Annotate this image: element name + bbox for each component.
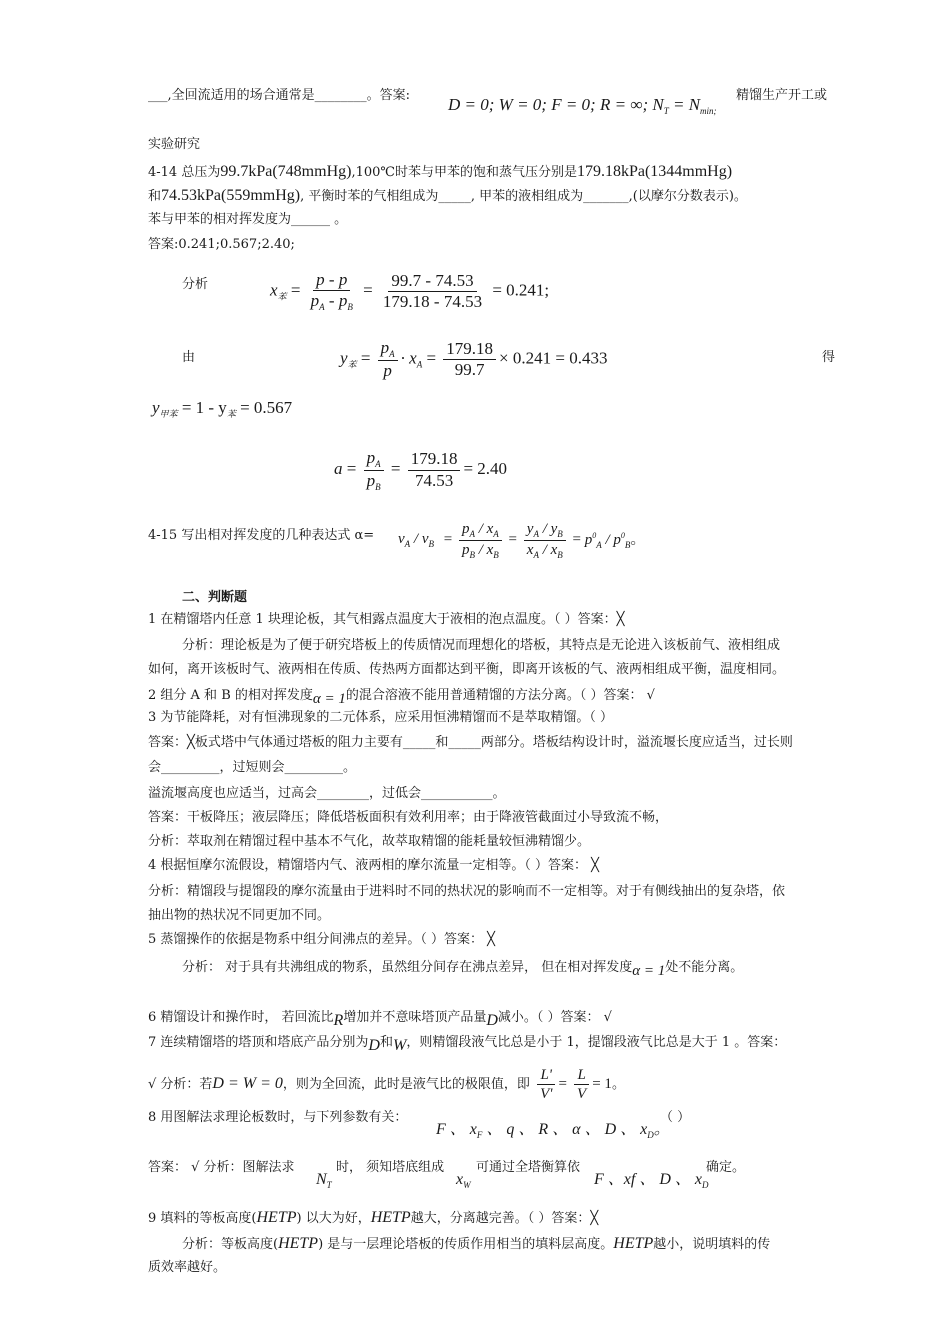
f-xf-symbols bbox=[594, 1168, 708, 1193]
frac5-num-text: p bbox=[366, 448, 376, 467]
l: L bbox=[574, 1066, 588, 1085]
formula-main: D = 0; W = 0; F = 0; R = ∞; N bbox=[448, 95, 664, 114]
q415-e3-num-text: y bbox=[526, 521, 534, 537]
vp: V' bbox=[540, 1086, 553, 1102]
item-7-a: 7 连续精馏塔的塔顶和塔底产品分别为 bbox=[148, 1035, 369, 1050]
q415-e1-mid: / v bbox=[410, 531, 429, 548]
y-tol-var: y bbox=[152, 398, 160, 417]
frac2-num: 99.7 - 74.53 bbox=[388, 271, 476, 292]
fraction-lv bbox=[574, 1066, 589, 1103]
q414-answer: 答案:0.241;0.567;2.40; bbox=[148, 237, 295, 252]
item-8-a: 8 用图解法求理论板数时，与下列参数有关： bbox=[148, 1110, 408, 1125]
fraction-5 bbox=[364, 448, 384, 493]
frac-result-1: = 0.241; bbox=[492, 280, 550, 300]
analysis-label: 分析 bbox=[182, 277, 209, 292]
item-8 bbox=[148, 1108, 407, 1128]
x-sub: 苯 bbox=[277, 291, 287, 302]
item-5-analysis-b: 处不能分离。 bbox=[665, 960, 744, 975]
item-1-analysis: 分析：理论板是为了便于研究塔板上的传质情况而理想化的塔板，其特点是无论进入该板前气、液相组成 bbox=[182, 638, 781, 653]
intro-text: ___,全回流适用的场合通常是________。答案: bbox=[148, 88, 411, 103]
q415-text: 4-15 写出相对挥发度的几种表达式 α= bbox=[148, 528, 375, 543]
item-5-analysis bbox=[182, 956, 743, 979]
sub-t: T bbox=[326, 1180, 332, 1190]
alpha-result: = 2.40 bbox=[463, 459, 508, 479]
frac3-num-text: p bbox=[380, 338, 390, 357]
symbol-d: D bbox=[486, 1012, 498, 1029]
eq-1: = 1 bbox=[592, 1076, 612, 1092]
section-title: 二、判断题 bbox=[182, 590, 248, 605]
symbol-dw0: D = W = 0 bbox=[212, 1075, 283, 1092]
fraction-4 bbox=[443, 339, 496, 381]
frac3-den: p bbox=[383, 360, 392, 380]
v: V bbox=[577, 1086, 587, 1102]
q415-end: 。 bbox=[630, 531, 646, 548]
formula-sub-t: T bbox=[663, 106, 669, 116]
item-1-analysis-2: 如何，离开该板时气、液两相在传质、传热两方面都达到平衡，即离开该板的气、液两相组成平衡，温度相同。 bbox=[148, 662, 786, 677]
item-6-a: 6 精馏设计和操作时， 若回流比 bbox=[148, 1010, 334, 1025]
q415-frac-1 bbox=[395, 530, 437, 550]
y-tol-sub: 甲苯 bbox=[159, 409, 178, 419]
lp: L' bbox=[537, 1066, 555, 1085]
item-5-analysis-a: 分析： 对于具有共沸组成的物系，虽然组分间存在沸点差异， 但在相对挥发度 bbox=[182, 960, 633, 975]
item-9-analysis-c: 越小，说明填料的传 bbox=[653, 1237, 771, 1252]
formula-y-benzene: $y_苯$ = $\frac{p_A}{p}$ · $x_A$ = $\frac{179.18}{99.7}$ × 0.241 = 0.433 bbox=[340, 338, 608, 380]
fraction-3 bbox=[378, 338, 398, 381]
symbol-w: W bbox=[392, 1037, 407, 1054]
q415-frac-3 bbox=[524, 520, 566, 561]
q414-p-a: 179.18kPa(1344mmHg) bbox=[576, 163, 733, 180]
item-9 bbox=[148, 1206, 598, 1230]
q414-rest: , 平衡时苯的气相组成为_____, 甲苯的液相组成为_______,(以摩尔分数表示)。 bbox=[300, 189, 747, 204]
item-8-answer-a: 答案： √ 分析：图解法求 bbox=[148, 1160, 295, 1175]
frac4-num: 179.18 bbox=[443, 339, 496, 360]
frac5-den: $p_B$ bbox=[366, 470, 381, 492]
item-9-a: 9 填料的等板高度( bbox=[148, 1211, 257, 1226]
intro-line-2: 实验研究 bbox=[148, 137, 201, 152]
q415-e3-den-text: x bbox=[526, 541, 534, 558]
item-6-c: 减小。（ ）答案： √ bbox=[497, 1010, 612, 1025]
nt: N bbox=[316, 1171, 327, 1188]
q414-and: 和 bbox=[148, 189, 162, 204]
frac6-num: 179.18 bbox=[408, 449, 461, 470]
formula-sub-min: min; bbox=[700, 106, 717, 116]
hetp-1: HETP bbox=[256, 1209, 297, 1226]
x-var: x bbox=[270, 280, 278, 300]
you-label: 由 bbox=[182, 350, 196, 365]
item-1: 1 在精馏塔内任意 1 块理论板，其气相露点温度大于液相的泡点温度。（ ）答案：╳ bbox=[148, 612, 625, 627]
q415-e4-mid: / p bbox=[601, 531, 621, 548]
item-9-analysis-b: ) 是与一层理论塔板的传质作用相当的填料层高度。 bbox=[318, 1237, 614, 1252]
hetp-4: HETP bbox=[613, 1235, 654, 1252]
item-9-analysis-2: 质效率越好。 bbox=[148, 1260, 227, 1275]
xw-symbol bbox=[456, 1168, 471, 1193]
sub-d-2: D bbox=[701, 1180, 709, 1190]
item-3-line-3: 溢流堰高度也应适当，过高会________，过低会___________。 bbox=[148, 786, 506, 801]
item-8-answer-d: 确定。 bbox=[706, 1160, 746, 1175]
q414-line-1 bbox=[148, 160, 732, 184]
q414-p-b: 74.53kPa(559mmHg) bbox=[161, 187, 301, 204]
q415-e2-den-mid: / x bbox=[474, 541, 494, 558]
item-2-a: 2 组分 A 和 B 的相对挥发度 bbox=[148, 688, 313, 703]
q415-e1-den: $v_A / v_B$ bbox=[398, 531, 434, 550]
y-tol-result: = 0.567 bbox=[240, 398, 293, 417]
y-var: y bbox=[340, 348, 348, 368]
formula-y-toluene bbox=[152, 395, 292, 422]
item-3-analysis: 分析：萃取剂在精馏过程中基本不气化，故萃取精馏的能耗量较恒沸精馏少。 bbox=[148, 834, 591, 849]
frac5-num: $p_A$ bbox=[364, 448, 384, 471]
alpha-var: a bbox=[334, 459, 343, 479]
item-6-b: 增加并不意味塔顶产品量 bbox=[343, 1010, 487, 1025]
y-tol-eq: = 1 - y bbox=[181, 398, 227, 417]
frac1-den-text: p bbox=[310, 291, 320, 311]
q414-line-2 bbox=[148, 184, 747, 208]
item-7-c: ，则精馏段液气比总是小于 1，提馏段液气比总是大于 1 。答案： bbox=[406, 1035, 787, 1050]
y-tol-sub2: 苯 bbox=[226, 409, 236, 419]
fraction-6 bbox=[408, 449, 461, 491]
params-2: 、 q 、 R 、 α 、 D 、 x bbox=[486, 1121, 648, 1138]
item-8-answer-b: 时， 须知塔底组成 bbox=[336, 1160, 445, 1175]
q414-p-total: 99.7kPa(748mmHg) bbox=[220, 163, 352, 180]
item-9-b: ) 以大为好， bbox=[296, 1211, 371, 1226]
sub-w: W bbox=[463, 1180, 471, 1190]
intro-suffix: 精馏生产开工或 bbox=[736, 88, 828, 103]
frac5-den-text: p bbox=[366, 470, 376, 490]
item-3: 3 为节能降耗，对有恒沸现象的二元体系，应采用恒沸精馏而不是萃取精馏。（ ） bbox=[148, 710, 614, 725]
fraction-2 bbox=[380, 271, 485, 313]
formula-x-benzene: $x_苯$ = $\frac{p - p}{p_A - p_B}$ = $\frac{99.7 - 74.53}{179.18 - 74.53}$ = 0.241; bbox=[270, 270, 550, 313]
q414-mid: ,100℃时苯与甲苯的饱和蒸气压分别是 bbox=[351, 165, 577, 180]
q415-expressions: $v_A / v_B$ = $\frac{p_A / x_A}{p_B / x_B}$ = $\frac{y_A / y_B}{x_A / x_B}$ = $p^0_A / p^0_B$。 bbox=[392, 520, 645, 561]
frac6-den: 74.53 bbox=[414, 470, 454, 490]
xw: x bbox=[456, 1171, 464, 1188]
item-6 bbox=[148, 1005, 612, 1029]
q415-e3-num-mid: / y bbox=[538, 521, 558, 537]
item-8-answer-c: 可通过全塔衡算依 bbox=[476, 1160, 581, 1175]
item-4: 4 根据恒摩尔流假设，精馏塔内气、液两相的摩尔流量一定相等。（ ）答案： ╳ bbox=[148, 858, 599, 873]
item-7-analysis-b: ，则为全回流，此时是液气比的极限值，即 bbox=[282, 1077, 530, 1092]
q415-e2-num-text: p bbox=[461, 521, 470, 537]
q414-line-3: 苯与甲苯的相对挥发度为______ 。 bbox=[148, 212, 348, 227]
item-9-analysis-a: 分析：等板高度( bbox=[182, 1237, 279, 1252]
item-7-b: 和 bbox=[379, 1035, 393, 1050]
item-3-answer: 答案：╳板式塔中气体通过塔板的阻力主要有_____和_____两部分。塔板结构设计时，溢流堰长度应适当，过长则 bbox=[148, 735, 793, 750]
q414-prefix: 4-14 总压为 bbox=[148, 165, 221, 180]
alpha-eq-1: α = 1 bbox=[312, 691, 346, 707]
y-sub: 苯 bbox=[347, 359, 357, 370]
q415-e4: $p^0_A / p^0_B$ bbox=[584, 530, 631, 550]
q415-e2-num-mid: / x bbox=[474, 521, 494, 537]
item-7 bbox=[148, 1030, 786, 1054]
item-8-answer bbox=[148, 1158, 295, 1178]
q415-e2-den: $p_B / x_B$ bbox=[461, 541, 499, 560]
sub-d: D bbox=[647, 1130, 654, 1140]
item-9-c: 越大，分离越完善。（ ）答案：╳ bbox=[410, 1211, 599, 1226]
symbol-d-2: D bbox=[368, 1037, 380, 1054]
hetp-2: HETP bbox=[370, 1209, 411, 1226]
mult-x: · x bbox=[400, 348, 417, 368]
q415-e2-num: $p_A / x_A$ bbox=[459, 520, 502, 541]
item-4-analysis-2: 抽出物的热状况不同更加不同。 bbox=[148, 908, 331, 923]
item-8-paren: （ ） bbox=[660, 1110, 691, 1125]
item-3-line-2: 会_________，过短则会_________。 bbox=[148, 760, 357, 775]
params-1: F 、 x bbox=[436, 1121, 477, 1138]
frac3-num: $p_A$ bbox=[378, 338, 398, 361]
item-7-analysis-a: √ 分析：若 bbox=[148, 1077, 213, 1092]
f-xf: F 、xf 、 D 、 x bbox=[594, 1171, 702, 1188]
intro-formula bbox=[448, 92, 717, 119]
q415-e1: v bbox=[398, 531, 405, 548]
symbol-r: R bbox=[333, 1012, 344, 1029]
item-5: 5 蒸馏操作的依据是物系中组分间沸点的差异。（ ）答案： ╳ bbox=[148, 932, 495, 947]
frac4-den: 99.7 bbox=[454, 360, 485, 380]
frac1-den: $p_A - p_B$ bbox=[310, 291, 353, 313]
fraction-1 bbox=[308, 270, 356, 313]
q415-e3-den: $x_A / x_B$ bbox=[526, 541, 563, 560]
formula-tail: = N bbox=[672, 95, 701, 114]
sub-f: F bbox=[476, 1130, 483, 1140]
item-4-analysis: 分析：精馏段与提馏段的摩尔流量由于进料时不同的热状况的影响而不一定相等。对于有侧线抽出的复杂塔，依 bbox=[148, 884, 786, 899]
hetp-3: HETP bbox=[278, 1235, 319, 1252]
frac1-num: p - p bbox=[313, 270, 350, 291]
formula-alpha: a = $\frac{p_A}{p_B}$ = $\frac{179.18}{74.53}$ = 2.40 bbox=[334, 448, 508, 492]
item-2 bbox=[148, 684, 655, 707]
fraction-lv-prime bbox=[537, 1066, 555, 1103]
item-8-params: F 、 $x_F$ 、 q 、 R 、 α 、 D 、 $x_D$。 bbox=[436, 1121, 670, 1140]
q415-e3-num: $y_A / y_B$ bbox=[524, 520, 566, 541]
de-label: 得 bbox=[822, 350, 836, 365]
intro-line-1 bbox=[148, 86, 410, 106]
frac2-den: 179.18 - 74.53 bbox=[382, 292, 483, 312]
q415-frac-2 bbox=[459, 520, 502, 561]
q415-e2-den-text: p bbox=[461, 541, 470, 558]
item-7-analysis: √ 分析：若D = W = 0，则为全回流，此时是液气比的极限值，即 $\frac{L'}{V'}$ = $\frac{L}{V}$ = 1。 bbox=[148, 1067, 625, 1102]
item-3-answer-2: 答案：干板降压；液层降压；降低塔板面积有效利用率；由于降液管截面过小导致流不畅， bbox=[148, 810, 669, 825]
frac-result-2: × 0.241 = 0.433 bbox=[499, 348, 608, 368]
q415-e3-den-mid: / x bbox=[538, 541, 558, 558]
alpha-eq-1b: α = 1 bbox=[632, 963, 666, 979]
item-2-b: 的混合溶液不能用普通精馏的方法分离。（ ）答案： √ bbox=[345, 688, 655, 703]
nt-symbol bbox=[316, 1168, 332, 1193]
q415-e4-text: p bbox=[584, 531, 593, 548]
item-9-analysis bbox=[182, 1232, 770, 1256]
